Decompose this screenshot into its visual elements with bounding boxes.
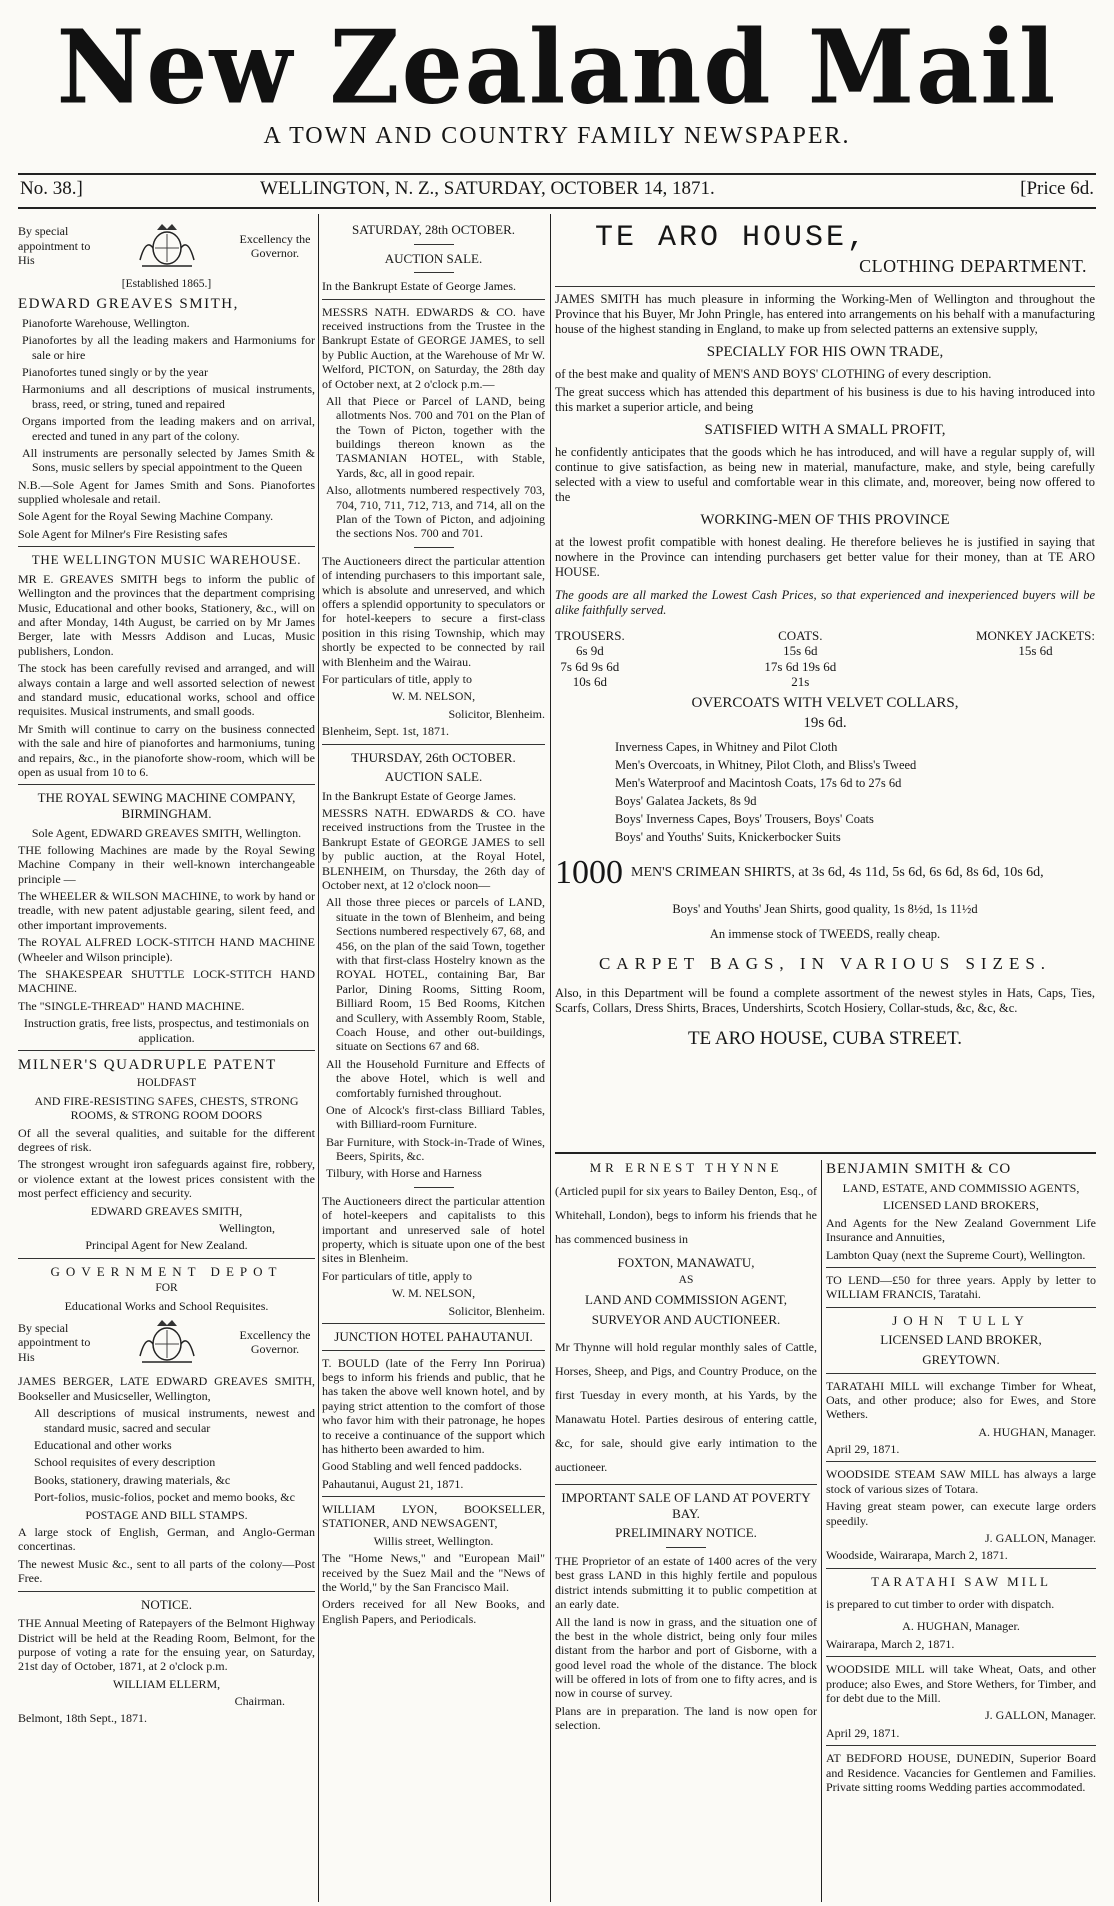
smith-line: All instruments are personally selected by James Smith & Sons, music sellers by special appointment to the Queen — [22, 445, 315, 475]
masthead — [0, 0, 1114, 150]
woodside-advert-2: Having great steam power, can execute large orders speedily. — [826, 1499, 1096, 1528]
divider — [18, 784, 315, 785]
woodside-mill-advert: WOODSIDE MILL will take Wheat, Oats, and other produce; also Ewes, and Store Wethers, for Timber, and for debt due to the Mill. — [826, 1662, 1096, 1705]
crest-left-text: By special appointment to His — [18, 224, 91, 268]
music-paragraph: Mr Smith will continue to carry on the business connected with the sale and hire of pianofortes and harmoniums, tuning and repairs, &c., in the pianoforte show-room, which will be open as usual from 10 to 6. — [18, 721, 315, 779]
divider — [826, 1745, 1096, 1746]
thynne-paragraph: (Articled pupil for six years to Bailey Denton, Esq., of Whitehall, London), begs to inform his friends that he has commenced business in — [555, 1183, 817, 1246]
junction-date: Pahautanui, August 21, 1871. — [322, 1476, 464, 1491]
shirts-quantity: 1000 — [555, 853, 623, 891]
lyon-paragraph: The "Home News," and "European Mail" received by the Suez Mail and the "News of the World," by the San Francisco Mail. — [322, 1551, 545, 1595]
divider — [322, 299, 545, 300]
column-rule-3 — [821, 1160, 822, 1902]
milner-holdfast: HOLDFAST — [136, 1076, 197, 1089]
notice-paragraph: THE Annual Meeting of Ratepayers of the Belmont Highway District will be held at the Reading Room, Belmont, for the purpose of voting a rate for the ensuing year, on Saturday, 21st day of October, 1871, at 2 o'clock p.m. — [18, 1616, 315, 1674]
clothing-list-item: Inverness Capes, in Whitney and Pilot Cloth — [615, 739, 838, 754]
smith-line: Organs imported from the leading makers and on arrival, erected and tuned in any part of the colony. — [22, 414, 315, 443]
divider — [826, 1461, 1096, 1462]
established-note: [Established 1865.] — [121, 278, 212, 290]
short-rule — [414, 547, 454, 548]
coats-label: COATS. — [778, 627, 823, 643]
benjamin-smith-heading: BENJAMIN SMITH & CO — [826, 1161, 1012, 1177]
price: 7s 6d 9s 6d — [560, 658, 620, 674]
te-aro-subhead: WORKING-MEN OF THIS PROVINCE — [700, 511, 950, 528]
smith-line: Pianoforte Warehouse, Wellington. — [22, 315, 190, 330]
wairarapa-date: Wairarapa, March 2, 1871. — [826, 1636, 955, 1651]
auction-lot: One of Alcock's first-class Billiard Tables, with Billiard-room Furniture. — [326, 1102, 545, 1132]
te-aro-advert — [555, 218, 1095, 1148]
milner-paragraph: The strongest wrought iron safeguards against fire, robbery, or violence extant at the lowest prices consistent with the most perfect efficiency and security. — [18, 1157, 315, 1201]
gallon-signature: J. GALLON, Manager. — [985, 1531, 1096, 1546]
berger-line: Educational and other works — [34, 1438, 172, 1453]
auction-attention-1: The Auctioneers direct the particular attention of intending purchasers to this important sale, which is absolute and unreserved, and which offers a splendid opportunity to speculators or for hotel-keepers to secure a first-class position in this rising Township, which may shortly be expected to be connected by rail with Blenheim and the Wairau. — [322, 553, 545, 669]
divider — [322, 1323, 545, 1324]
crest-right-text: Excellency the Governor. — [239, 1328, 311, 1357]
divider — [826, 1267, 1096, 1268]
preliminary-notice: PRELIMINARY NOTICE. — [615, 1525, 757, 1541]
short-rule — [414, 272, 454, 273]
price: 15s 6d — [783, 643, 818, 659]
price: 21s — [791, 674, 810, 690]
masthead-subtitle: A TOWN AND COUNTRY FAMILY NEWSPAPER. — [263, 123, 851, 149]
auction-estate-1: In the Bankrupt Estate of George James. — [322, 279, 517, 294]
monkey-jackets-prices — [976, 628, 1095, 690]
sewing-agent: Sole Agent, EDWARD GREAVES SMITH, Wellington. — [31, 825, 302, 840]
clothing-list-item: Boys' Galatea Jackets, 8s 9d — [615, 793, 757, 808]
shirts-block — [555, 853, 1095, 894]
notice-date: Belmont, 18th Sept., 1871. — [18, 1711, 147, 1726]
milner-signature-place: Wellington, — [218, 1220, 275, 1235]
notice-chairman: Chairman. — [234, 1694, 285, 1709]
price: 10s 6d — [572, 674, 608, 690]
divider — [826, 1656, 1096, 1657]
overcoats-heading: OVERCOATS WITH VELVET COLLARS, — [691, 694, 959, 711]
woodside-date: Woodside, Wairarapa, March 2, 1871. — [826, 1548, 1008, 1563]
sewing-paragraph: The "SINGLE-THREAD" HAND MACHINE. — [18, 998, 245, 1013]
auction-date-2: THURSDAY, 26th OCTOBER. — [351, 749, 516, 765]
smith-line: Pianofortes tuned singly or by the year — [22, 364, 208, 379]
dateline — [20, 178, 1094, 204]
berger-heading: JAMES BERGER, LATE EDWARD GREAVES SMITH, Bookseller and Musicseller, Wellington, — [18, 1374, 315, 1403]
gov-depot-heading: GOVERNMENT DEPOT — [50, 1263, 283, 1279]
te-aro-paragraph: The great success which has attended this department of his business is due to his having introduced into this market a superior article, and being — [555, 384, 1095, 414]
poverty-paragraph: All the land is now in grass, and the situation one of the best in the whole district, being only four miles distant from the harbor and port of Gisborne, with a good level road the whole of the distance. The block will be offered in lots of from one to fifty acres, and is now in course of survey. — [555, 1614, 817, 1701]
thynne-paragraph-2: Mr Thynne will hold regular monthly sales of Cattle, Horses, Sheep, and Pigs, and Country Produce, on the first Tuesday in every month, at his Yards, by the Manawatu Hotel. Parties desirous of entering cattle, &c, for sale, should give early intimation to the auctioneer. — [555, 1340, 817, 1475]
carpet-bags-heading: CARPET BAGS, IN VARIOUS SIZES. — [598, 953, 1052, 973]
te-aro-subhead: SPECIALLY FOR HIS OWN TRADE, — [706, 343, 944, 360]
price: 15s 6d — [1018, 643, 1053, 659]
te-aro-paragraph: he confidently anticipates that the goods which he has introduced, and will have a regular supply of, will continue to give satisfaction, as being new in material, manufacture, make, and style, being carefully selected with a view to useful and comfortable wear in this climate, and, moreover, being now offered to the — [555, 444, 1095, 504]
divider — [322, 1350, 545, 1351]
saw-mill-paragraph: is prepared to cut timber to order with dispatch. — [826, 1597, 1055, 1612]
milner-heading: MILNER'S QUADRUPLE PATENT — [18, 1056, 277, 1073]
auction-title-1: For particulars of title, apply to — [322, 671, 472, 686]
crest-right-text: Excellency the Governor. — [239, 231, 311, 260]
poverty-paragraph: Plans are in preparation. The land is now open for selection. — [555, 1703, 817, 1733]
nelson-1: W. M. NELSON, — [391, 689, 476, 704]
sewing-heading: THE ROYAL SEWING MACHINE COMPANY, BIRMINGHAM. — [37, 790, 296, 821]
smith-line: Pianofortes by all the leading makers and Harmoniums for sale or hire — [22, 333, 315, 362]
milner-signature: EDWARD GREAVES SMITH, — [90, 1203, 243, 1218]
divider — [826, 1307, 1096, 1308]
junction-stabling: Good Stabling and well fenced paddocks. — [322, 1459, 522, 1474]
te-aro-footer: TE ARO HOUSE, CUBA STREET. — [687, 1028, 963, 1050]
notice-heading: NOTICE. — [141, 1596, 192, 1612]
clothing-list-item: Men's Overcoats, in Whitney, Pilot Cloth, and Bliss's Tweed — [615, 757, 917, 772]
auction-heading-2: AUCTION SALE. — [384, 769, 483, 785]
divider — [18, 1050, 315, 1051]
surveyor-heading: SURVEYOR AND AUCTIONEER. — [591, 1311, 781, 1327]
music-paragraph: The stock has been carefully revised and arranged, and will always contain a large and well assorted selection of newest and standard music, educational works, school and office requisites. Musical instruments, and small goods. — [18, 661, 315, 719]
benjamin-smith-sub: LAND, ESTATE, AND COMMISSIO AGENTS, — [842, 1181, 1080, 1195]
overcoats-price: 19s 6d. — [803, 714, 847, 731]
berger-line: Books, stationery, drawing materials, &c — [34, 1472, 231, 1487]
royal-crest-block-2 — [18, 1316, 315, 1368]
te-aro-bottom-rule — [555, 1152, 1096, 1154]
foxton-heading: FOXTON, MANAWATU, — [617, 1254, 755, 1270]
agent-heading: LAND AND COMMISSION AGENT, — [585, 1291, 787, 1307]
lyon-heading: WILLIAM LYON, BOOKSELLER, STATIONER, AND NEWSAGENT, — [322, 1502, 545, 1531]
auction-title-2: For particulars of title, apply to — [322, 1268, 472, 1283]
trousers-label: TROUSERS. — [555, 627, 625, 643]
taratahi-mill-advert: TARATAHI MILL will exchange Timber for Wheat, Oats, and other produce; also for Ewes, and Store Wethers. — [826, 1378, 1096, 1422]
lyon-paragraph: Orders received for all New Books, and English Papers, and Periodicals. — [322, 1597, 545, 1626]
lyon-address: Willis street, Wellington. — [373, 1533, 494, 1548]
sewing-paragraph: THE following Machines are made by the Royal Sewing Machine Company in their well-known interchangeable principle — — [18, 842, 315, 886]
auction-attention-2: The Auctioneers direct the particular attention of hotel-keepers and capitalists to this important and unreserved sale of hotel property, which is situate upon one of the best sites in Blenheim. — [322, 1193, 545, 1266]
solicitor-1: Solicitor, Blenheim. — [448, 706, 545, 721]
masthead-title: New Zealand Mail — [56, 8, 1058, 127]
smith-line: Harmoniums and all descriptions of musical instruments, brass, reed, or string, tuned and repaired — [22, 382, 315, 411]
lambton-address: Lambton Quay (next the Supreme Court), Wellington. — [826, 1247, 1086, 1262]
smith-line: Sole Agent for the Royal Sewing Machine Company. — [18, 509, 274, 524]
nelson-2: W. M. NELSON, — [391, 1286, 476, 1301]
auction-paragraph-2: MESSRS NATH. EDWARDS & CO. have received instructions from the Trustee in the Bankrupt Estate of GEORGE JAMES to sell by public auction, at the Royal Hotel, BLENHEIM, on Thursday, the 26th day of October next, at 12 o'clock noon— — [322, 806, 545, 893]
short-rule — [666, 1547, 706, 1548]
poverty-bay-heading: IMPORTANT SALE OF LAND AT POVERTY BAY. — [561, 1490, 811, 1521]
tully-sub: LICENSED LAND BROKER, — [880, 1332, 1042, 1348]
woodside-advert: WOODSIDE STEAM SAW MILL has always a large stock of various sizes of Totara. — [826, 1467, 1096, 1496]
music-warehouse-heading: THE WELLINGTON MUSIC WAREHOUSE. — [31, 552, 302, 568]
bedford-house-advert: AT BEDFORD HOUSE, DUNEDIN, Superior Board and Residence. Vacancies for Gentlemen and Families. Private sitting rooms Wedding parties accommodated. — [826, 1751, 1096, 1794]
as-label: AS — [678, 1274, 694, 1287]
auction-lot: All the Household Furniture and Effects of the above Hotel, which is well and comfortably furnished throughout. — [326, 1056, 545, 1100]
column-1 — [18, 218, 315, 1902]
clothing-list-item: Boys' and Youths' Suits, Knickerbocker Suits — [615, 829, 841, 844]
hughan-signature-2: A. HUGHAN, Manager. — [902, 1619, 1020, 1634]
column-5 — [826, 1160, 1096, 1902]
te-aro-italic-note: The goods are all marked the Lowest Cash Prices, so that experienced and inexperienced buyers will be alike faithfully served. — [555, 587, 1095, 617]
berger-line: Port-folios, music-folios, pocket and memo books, &c — [34, 1490, 295, 1505]
royal-crest-block — [18, 220, 315, 272]
monkey-jackets-label: MONKEY JACKETS: — [975, 627, 1095, 643]
advert-date-2: April 29, 1871. — [826, 1725, 900, 1740]
trousers-prices — [555, 628, 625, 690]
tully-heading: JOHN TULLY — [892, 1312, 1030, 1328]
auction-lot: Bar Furniture, with Stock-in-Trade of Wines, Beers, Spirits, &c. — [326, 1134, 545, 1164]
auction-lot: Also, allotments numbered respectively 703, 704, 710, 711, 712, 713, and 714, all on the Plan of the Town of Picton, and adjoining the sections Nos. 700 and 701. — [326, 483, 545, 541]
gov-depot-for: FOR — [155, 1282, 178, 1295]
sewing-paragraph: Instruction gratis, free lists, prospectus, and testimonials on application. — [23, 1016, 310, 1045]
divider — [826, 1568, 1096, 1569]
sewing-paragraph: The WHEELER & WILSON MACHINE, to work by hand or treadle, with new patent adjustable gearing, silent feed, and other important improvements. — [18, 889, 315, 932]
hughan-signature: A. HUGHAN, Manager. — [978, 1424, 1096, 1439]
milner-paragraph: Of all the several qualities, and suitable for the different degrees of risk. — [18, 1125, 315, 1154]
column-4 — [555, 1160, 817, 1902]
gallon-signature-2: J. GALLON, Manager. — [985, 1708, 1096, 1723]
auction-lot: All those three pieces or parcels of LAND, situate in the town of Blenheim, and being Sections numbered respectively 67, 68, and 456, on the plan of the said Town, together with that first-class Hostelry known as the ROYAL HOTEL, containing Bar, Bar Parlor, Dining Rooms, Sitting Room, Billiard Room, 15 Bed Rooms, Kitchen and Scullery, with Assembly Room, Stable, Coach House, and other out-buildings, situate on Sections 67 and 68. — [326, 895, 545, 1054]
tweeds-line: An immense stock of TWEEDS, really cheap. — [709, 926, 941, 941]
price-table — [555, 628, 1095, 690]
te-aro-also: Also, in this Department will be found a complete assortment of the newest styles in Hats, Caps, Ties, Scarfs, Collars, Dress Shirts, Braces, Undershirts, Scotch Hosiery, Collar-studs, &c, &c, &c. — [555, 986, 1095, 1016]
crest-left-text: By special appointment to His — [18, 1320, 91, 1364]
divider — [18, 546, 315, 547]
berger-line: School requisites of every description — [34, 1455, 216, 1470]
royal-crest-icon — [132, 1316, 202, 1368]
issue-date: WELLINGTON, N. Z., SATURDAY, OCTOBER 14, 1871. — [260, 178, 715, 199]
auction-heading-1: AUCTION SALE. — [384, 250, 483, 266]
benjamin-smith-paragraph: And Agents for the New Zealand Government Life Insurance and Annuities, — [826, 1215, 1096, 1245]
auction-date-1: SATURDAY, 28th OCTOBER. — [351, 222, 516, 237]
te-aro-paragraph: at the lowest profit compatible with honest dealing. He therefore believes he is justified in saying that nowhere in the Province can intending purchasers get better value for their money, than at TE ARO HOUSE. — [555, 534, 1095, 579]
te-aro-subhead: SATISFIED WITH A SMALL PROFIT, — [704, 421, 946, 438]
music-paragraph: MR E. GREAVES SMITH begs to inform the public of Wellington and the provinces that the department comprising Music, Educational and other books, Stationery, &c., will on and after Monday, 14th August, be carried on by Mr James Berger, late with Messrs Addison and Lucas, Music publishers, London. — [18, 571, 315, 658]
short-rule — [414, 244, 454, 245]
clothing-department: CLOTHING DEPARTMENT. — [859, 256, 1087, 276]
divider — [555, 1484, 817, 1485]
divider — [555, 286, 1095, 287]
price: 17s 6d 19s 6d — [764, 658, 837, 674]
milner-signature-role: Principal Agent for New Zealand. — [85, 1238, 248, 1253]
advert-date: April 29, 1871. — [826, 1442, 900, 1457]
divider — [826, 1373, 1096, 1374]
divider — [18, 1591, 315, 1592]
te-aro-paragraph: of the best make and quality of MEN'S AND BOYS' CLOTHING of every description. — [555, 366, 992, 381]
price: 6s 9d — [575, 643, 604, 659]
smith-line: N.B.—Sole Agent for James Smith and Sons. Pianofortes supplied wholesale and retail. — [18, 477, 315, 507]
clothing-list-item: Men's Waterproof and Macintosh Coats, 17s 6d to 27s 6d — [615, 775, 902, 790]
poverty-paragraph: THE Proprietor of an estate of 1400 acres of the very best grass LAND in this highly fertile and populous district intends submitting it to public competition at an early date. — [555, 1553, 817, 1612]
licensed-brokers: LICENSED LAND BROKERS, — [883, 1198, 1039, 1213]
notice-signature: WILLIAM ELLERM, — [112, 1676, 221, 1691]
milner-heading-2: AND FIRE-RESISTING SAFES, CHESTS, STRONG ROOMS, & STRONG ROOM DOORS — [34, 1093, 299, 1123]
top-rule — [18, 173, 1096, 175]
berger-line: All descriptions of musical instruments, newest and standard music, sacred and secular — [34, 1406, 315, 1435]
issue-number: No. 38.] — [20, 178, 83, 199]
divider — [322, 1496, 545, 1497]
jean-shirts-line: Boys' and Youths' Jean Shirts, good quality, 1s 8½d, 1s 11½d — [672, 901, 978, 916]
smith-heading: EDWARD GREAVES SMITH, — [18, 295, 239, 312]
blenheim-date-1: Blenheim, Sept. 1st, 1871. — [322, 724, 449, 739]
clothing-list — [555, 740, 1095, 845]
te-aro-paragraph: JAMES SMITH has much pleasure in informing the Working-Men of Wellington and throughout the Province that his Buyer, Mr John Pringle, has entered into arrangements on his behalf with a manufacturing house of the highest standing in England, to make up from selected patterns an extensive supply, — [555, 291, 1095, 336]
divider — [322, 744, 545, 745]
smith-line: Sole Agent for Milner's Fire Resisting safes — [18, 526, 228, 541]
sewing-paragraph: The ROYAL ALFRED LOCK-STITCH HAND MACHINE (Wheeler and Wilson principle). — [18, 935, 315, 964]
shirts-line: MEN'S CRIMEAN SHIRTS, at 3s 6d, 4s 11d, 5s 6d, 6s 6d, 8s 6d, 10s 6d, — [631, 864, 1044, 880]
royal-crest-icon — [132, 220, 202, 272]
sewing-paragraph: The SHAKESPEAR SHUTTLE LOCK-STITCH HAND MACHINE. — [18, 967, 315, 996]
berger-paragraph: The newest Music &c., sent to all parts of the colony—Post Free. — [18, 1556, 315, 1586]
auction-lot: Tilbury, with Horse and Harness — [326, 1166, 482, 1181]
clothing-list-item: Boys' Inverness Capes, Boys' Trousers, Boys' Coats — [615, 811, 874, 826]
column-2 — [322, 218, 545, 1902]
junction-paragraph: T. BOULD (late of the Ferry Inn Porirua) begs to inform his friends and public, that he has taken the above well known hotel, and by paying strict attention to the comfort of those who favor him with their patronage, he hopes to receive a continuance of the support which has hitherto been awarded to him. — [322, 1355, 545, 1456]
solicitor-2: Solicitor, Blenheim. — [448, 1303, 545, 1318]
auction-lot: All that Piece or Parcel of LAND, being allotments Nos. 700 and 701 on the Plan of the Town of Picton, together with the buildings thereon known as the TASMANIAN HOTEL, with Stable, Yards, &c, all in good repair. — [326, 393, 545, 480]
column-rule-1 — [318, 214, 319, 1902]
column-rule-2 — [550, 214, 551, 1902]
divider — [18, 1258, 315, 1259]
short-rule — [414, 1187, 454, 1188]
dateline-rule — [18, 207, 1096, 209]
saw-mill-heading: TARATAHI SAW MILL — [871, 1573, 1051, 1589]
berger-paragraph: A large stock of English, German, and Anglo-German concertinas. — [18, 1524, 315, 1554]
coats-prices — [764, 628, 836, 690]
greytown: GREYTOWN. — [922, 1351, 1000, 1367]
postage-heading: POSTAGE AND BILL STAMPS. — [85, 1507, 248, 1522]
to-lend-advert: TO LEND—£50 for three years. Apply by letter to WILLIAM FRANCIS, Taratahi. — [826, 1272, 1096, 1302]
auction-paragraph-1: MESSRS NATH. EDWARDS & CO. have received instructions from the Trustee in the Bankrupt Estate of GEORGE JAMES, to sell by Public Auction, at the Warehouse of Mr W. Welford, PICTON, on Saturday, the 28th day of October next, at 2 o'clock p.m.— — [322, 304, 545, 391]
thynne-heading: MR ERNEST THYNNE — [589, 1160, 783, 1175]
auction-estate-2: In the Bankrupt Estate of George James. — [322, 788, 517, 803]
smith-lines — [18, 316, 315, 541]
issue-price: [Price 6d. — [1020, 178, 1094, 199]
junction-heading: JUNCTION HOTEL PAHAUTANUI. — [334, 1328, 533, 1344]
gov-depot-sub: Educational Works and School Requisites. — [64, 1299, 269, 1314]
te-aro-title: TE ARO HOUSE, — [595, 221, 869, 255]
